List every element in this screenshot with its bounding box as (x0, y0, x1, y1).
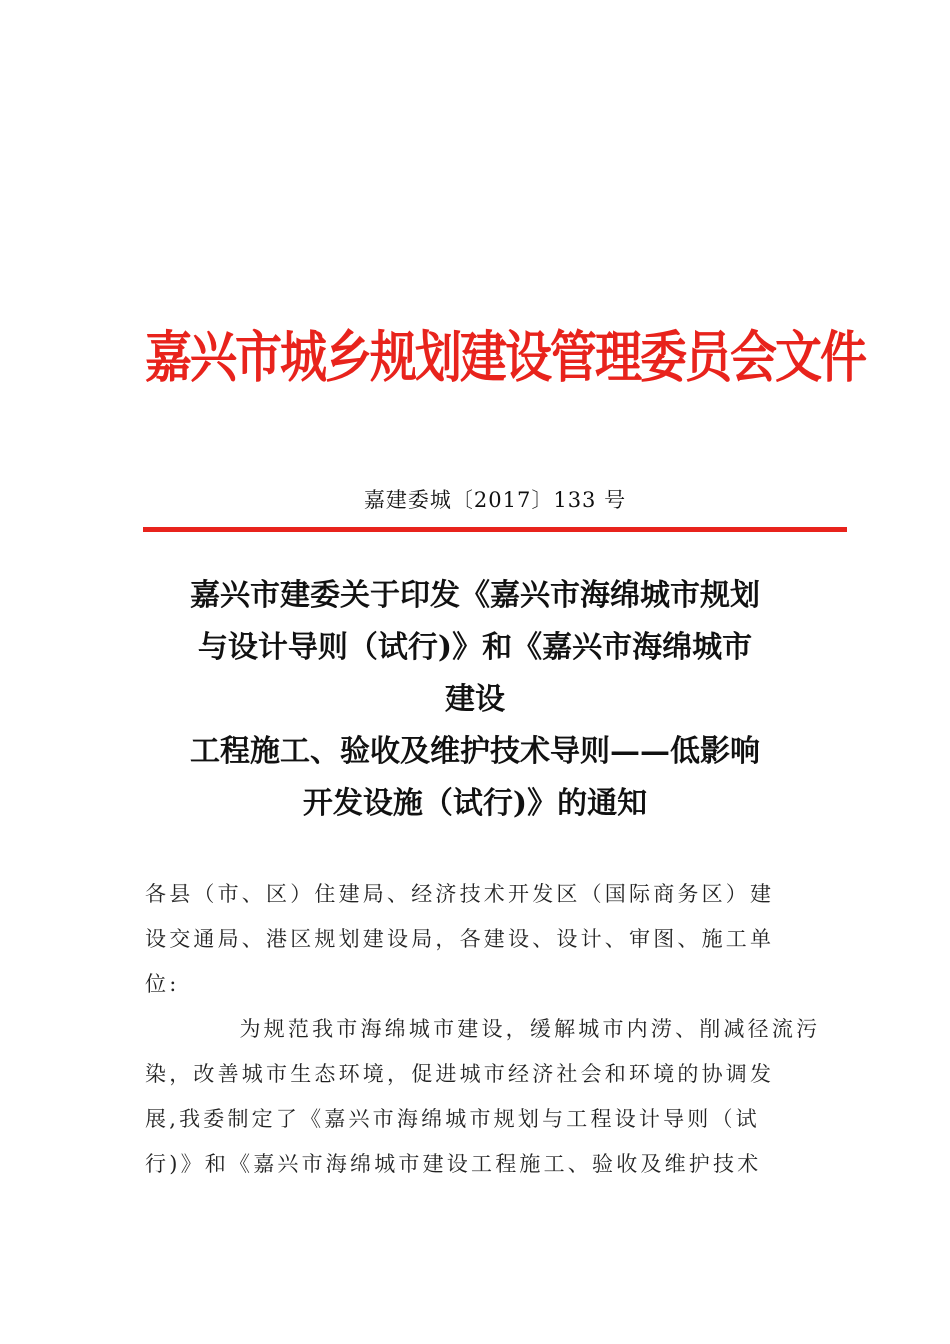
addressee-line: 位: (145, 972, 180, 996)
red-divider-rule (143, 527, 847, 532)
agency-header-title: 嘉兴市城乡规划建设管理委员会文件 (145, 325, 865, 391)
notice-title (140, 570, 810, 830)
addressee-line: 各县（市、区）住建局、经济技术开发区（国际商务区）建 (145, 882, 775, 906)
body-line: 为规范我市海绵城市建设，缓解城市内涝、削减径流污 (239, 1017, 821, 1041)
notice-title-line: 工程施工、验收及维护技术导则——低影响 (190, 734, 760, 769)
body-line: 行)》和《嘉兴市海绵城市建设工程施工、验收及维护技术 (145, 1152, 762, 1176)
addressee-paragraph (145, 872, 810, 1007)
addressee-line: 设交通局、港区规划建设局，各建设、设计、审图、施工单 (145, 927, 775, 951)
body-paragraph (145, 1007, 821, 1187)
body-line: 染，改善城市生态环境，促进城市经济社会和环境的协调发 (145, 1062, 775, 1086)
notice-title-line: 建设 (445, 682, 505, 717)
notice-title-line: 嘉兴市建委关于印发《嘉兴市海绵城市规划 (190, 578, 760, 613)
body-text (145, 872, 821, 1187)
body-line: 展,我委制定了《嘉兴市海绵城市规划与工程设计导则（试 (145, 1107, 760, 1131)
notice-title-line: 开发设施（试行)》的通知 (302, 786, 648, 821)
notice-title-line: 与设计导则（试行)》和《嘉兴市海绵城市 (197, 630, 753, 665)
document-number: 嘉建委城〔2017〕133 号 (363, 488, 627, 512)
